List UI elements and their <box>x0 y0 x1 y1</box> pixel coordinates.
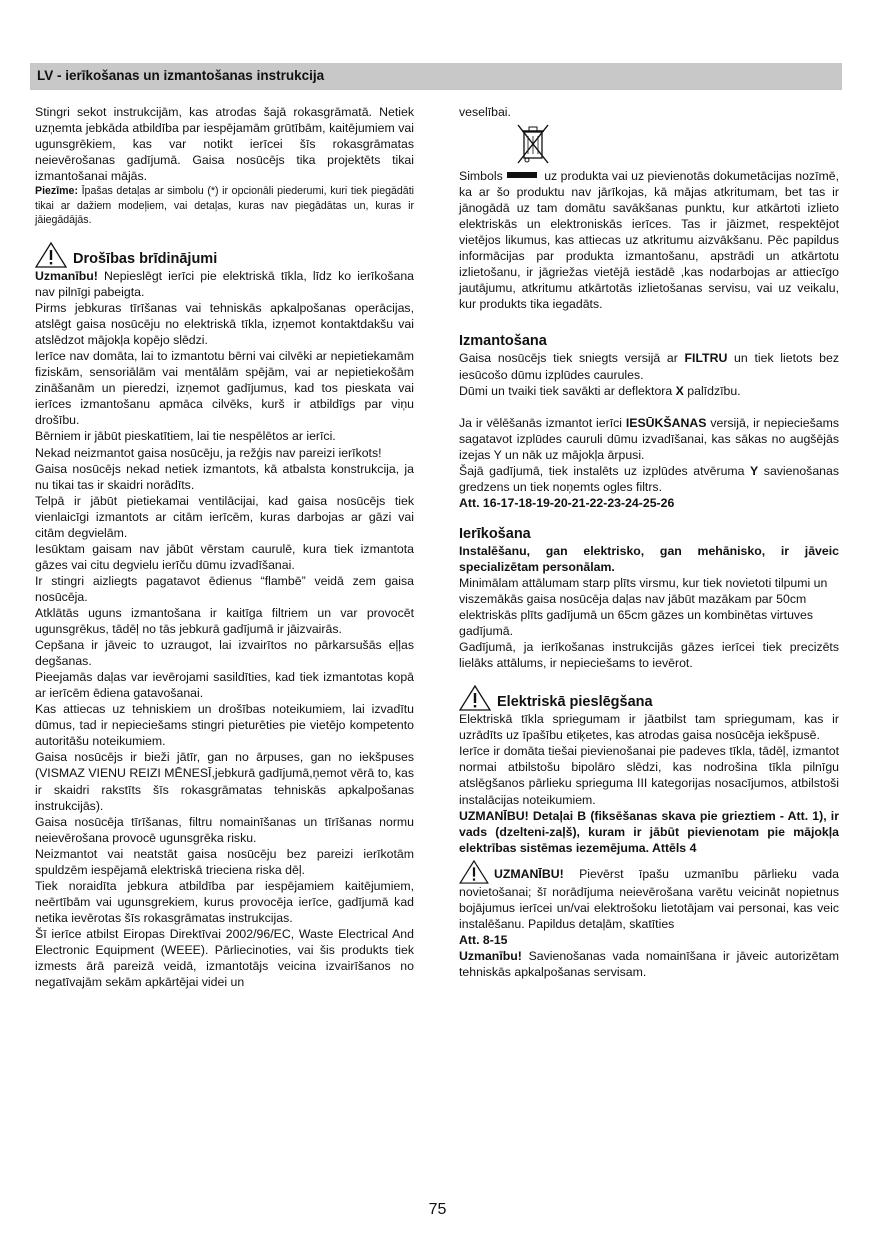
electrical-p5-label: Uzmanību! <box>459 948 522 963</box>
safety-p9: Ir stingri aizliegts pagatavot ēdienus “flambē” veidā zem gaisa nosūcēja. <box>35 573 414 604</box>
electrical-p5 <box>459 948 839 980</box>
usage-p3-c: versijā, ir nepieciešams sagatavot izplūdes cauruli dūmu izvadīšanai, kas sākas no augšējās izejas Y un nāk uz mājokļa ārpusi. <box>459 415 839 462</box>
note-paragraph <box>35 184 414 228</box>
install-p1: Minimālam attālumam starp plīts virsmu, kur tiek novietoti tilpumi un viszemākās gaisa nosūcēja daļas nav jābūt mazākam par 50cm elektriskās plīts gadījumā un 65cm gāzes un kombinētas virtuves gadījumā. <box>459 575 828 639</box>
safety-p18-continued: veselībai. <box>459 105 511 119</box>
warning-icon <box>459 860 489 884</box>
safety-p5: Nekad neizmantot gaisa nosūcēju, ja režģis nav pareizi ierīkots! <box>35 445 382 460</box>
electrical-heading-text: Elektriskā pieslēgšana <box>497 694 653 711</box>
safety-p3: Ierīce nav domāta, lai to izmantotu bērni vai cilvēki ar nepietiekamām fiziskām, sensoriālām vai mentālām spējām, vai ar nepietiekošām zināšanām un pieredzi, izņemot gadījumus, kad tos pieskata vai ierīces izmantošanu apmāca cilvēks, kurš ir atbildīgs par viņu drošību. <box>35 349 414 428</box>
safety-p4: Bērniem ir jābūt pieskatītiem, lai tie nespēlētos ar ierīci. <box>35 429 336 444</box>
safety-p1-label: Uzmanību! <box>35 269 98 284</box>
safety-p16: Neizmantot vai neatstāt gaisa nosūcēju bez pareizi ierīkotām spuldzēm iespējamā elektriskā trieciena riska dēļ. <box>35 846 414 877</box>
usage-att: Att. 16-17-18-19-20-21-22-23-24-25-26 <box>459 495 675 510</box>
safety-p12: Pieejamās daļas var ievērojami sasildīties, kad tiek izmantotas kopā ar ierīcēm ēdiena gatavošanai. <box>35 670 414 701</box>
symbol-prefix: Simbols <box>459 169 503 184</box>
section-header-bar <box>30 63 842 90</box>
usage-p4-b: Y <box>750 463 759 478</box>
usage-p3-b: IESŪKŠANAS <box>625 415 707 430</box>
safety-p6: Gaisa nosūcējs nekad netiek izmantots, kā atbalsta konstrukcija, ja nu tikai tas ir skaidri norādīts. <box>35 461 414 492</box>
safety-p1-text: Nepieslēgt ierīci pie elektriskā tīkla, līdz ko ierīkošana nav pilnīgi pabeigta. <box>35 269 414 300</box>
note-label: Piezīme: <box>35 185 78 198</box>
note-text: Īpašas detaļas ar simbolu (*) ir opcionāli piederumi, kuri tiek piegādāti tikai ar dažiem modeļiem, vai detaļas, kuras nav piegādātas un, kuras ir jāiegādājās. <box>35 185 414 227</box>
usage-p4-a: Šajā gadījumā, tiek instalēts uz izplūdes atvēruma <box>459 463 751 478</box>
safety-heading-text: Drošības brīdinājumi <box>73 251 218 268</box>
usage-p1-c: un tiek lietots bez iesūcošo dūmu izplūdes caurules. <box>459 351 839 382</box>
safety-p10: Atklātās uguns izmantošana ir kaitīga filtriem un var provocēt ugunsgrēkus, tādēļ no tās jebkurā gadījumā ir jāizvairās. <box>35 606 414 637</box>
usage-p1-a: Gaisa nosūcējs tiek sniegts versijā ar <box>459 351 685 366</box>
usage-figure-ref <box>459 495 839 511</box>
warning-icon <box>459 685 491 711</box>
safety-p14: Gaisa nosūcējs ir bieži jātīr, gan no ārpuses, gan no iekšpuses (VISMAZ VIENU REIZI MĒNESĪ,jebkurā gadījumā,ņemot vērā to, kas ir skaidri rakstīts šīs rokasgrāmatas tehniskās apkalpošanas instrukcijās). <box>35 750 414 813</box>
usage-p2 <box>459 383 839 399</box>
safety-p2: Pirms jebkuras tīrīšanas vai tehniskās apkalpošanas operācijas, atslēgt gaisa nosūcēju no elektriskā tīkla, izņemot kontaktdakšu vai atslēdzot mājokļa kopējo slēdzi. <box>35 301 414 348</box>
usage-p3-a: Ja ir vēlēšanās izmantot ierīci <box>459 415 626 430</box>
electrical-p4-text: Pievērst īpašu uzmanību pārlieku vada novietošanai; šī norādījuma neievērošana varētu veicināt nopietnus bojājumus ierīcei un/vai elektrošoku lietotājam vai personai, kas veic instalēšanu. Papildus detaļām, skatīties <box>459 866 839 931</box>
left-column <box>35 104 414 990</box>
safety-heading <box>35 242 414 268</box>
safety-p7: Telpā ir jābūt pietiekamai ventilācijai, kad gaisa nosūcējs tiek vienlaicīgi izmantots ar citām ierīcēm, kuras darbojas ar gāzi vai citām degvielām. <box>35 493 414 540</box>
safety-p11: Cepšana ir jāveic to uzraugot, lai izvairītos no pārkarsušās eļļas degšanas. <box>35 638 414 669</box>
usage-p4-c: savienošanas gredzens un tiek noņemts ogles filtrs. <box>459 463 839 494</box>
usage-p1-b: FILTRU <box>684 351 728 366</box>
safety-p8: Iesūktam gaisam nav jābūt vērstam caurulē, kura tiek izmantota gāzes vai citu degvielu ierīču dūmu izvadīšanai. <box>35 541 414 572</box>
install-bold <box>459 543 839 575</box>
electrical-p3 <box>459 808 839 856</box>
electrical-p1: Elektriskā tīkla spriegumam ir jāatbilst tam spriegumam, kas ir uzrādīts uz īpašību etiķetes, kas atrodas gaisa nosūcēja iekšpusē. <box>459 712 839 743</box>
usage-heading: Izmantošana <box>459 333 547 350</box>
crossed-bin-icon <box>515 122 551 166</box>
electrical-p4-label: UZMANĪBU! <box>494 866 564 881</box>
symbol-text: uz produkta vai uz pievienotās dokumetācijas nozīmē, ka ar šo produktu nav jārīkojas, kā mājas atkritumam, bet tas ir jānogādā uz tam domātu savākšanas punktu, kur atkārtoti izlieto elektriskās un elektroniskās ierīces. Tas ir jāizmet, respektējot vietējos likumus, kas attiecas uz atkritumu aizvākšanu. Pēc papildus informācijas par produkta izmantošanu, apstrādi un atkārtotu izlietošanu, ir jāgriežas vietējā iestādē ,kas nodarbojas ar attiecīgo jautājumu, atkritumu atkārtotās izlietošanas servisu, vai uz veikalu, kur produkts tika iegadāts. <box>459 169 839 312</box>
electrical-p5-text: Savienošanas vada nomainīšana ir jāveic autorizētam tehniskās apkalpošanas servisam. <box>459 948 839 979</box>
electrical-p4-att: Att. 8-15 <box>459 932 508 947</box>
install-bold-text: Instalēšanu, gan elektrisko, gan mehānisko, ir jāveic specializētam personālam. <box>459 543 839 574</box>
safety-p1 <box>35 268 414 300</box>
safety-p17: Tiek noraidīta jebkura atbildība par iespējamiem kaitējumiem, neērtībām vai ugunsgrekiem, kurus provocēja ierīce, gadījumā kad netika ievērotas šīs rokasgrāmatas instrukcijas. <box>35 878 414 925</box>
electrical-p2: Ierīce ir domāta tiešai pievienošanai pie padeves tīkla, tādēļ, izmantot normai atbilstošu bipolāro slēdzi, kas nodrošina tīkla pilnīgu atslēgšanos pārlieku sprieguma III kategorijas nosacījumos, atbilstoši instalācijas noteikumiem. <box>459 744 839 807</box>
safety-p18: Šī ierīce atbilst Eiropas Direktīvai 2002/96/EC, Waste Electrical And Electronic Equipment (WEEE). Pārliecinoties, vai šis produkts tiek izmests ārā pareizā veidā, izmantotājs veicina izvairīšanos no negatīvajām sekām apkārtējai videi un <box>35 926 414 990</box>
install-heading: Ierīkošana <box>459 525 531 542</box>
usage-p2-a: Dūmi un tvaiki tiek savākti ar deflektora <box>459 383 676 398</box>
intro-paragraph: Stingri sekot instrukcijām, kas atrodas šajā rokasgrāmatā. Netiek uzņemta jebkāda atbildība par iespējamām grūtībām, kaitējumiem vai ugunsgrēkiem, kas var notikt ierīcei šīs rokasgrāmatas neievērošanas gadījumā. Gaisa nosūcējs tika projektēts tikai izmantošanai mājās. <box>35 105 414 184</box>
safety-p15: Gaisa nosūcēja tīrīšanas, filtru nomainīšanas un tīrīšanas normu neievērošana provocē ugunsgrēka risku. <box>35 814 414 845</box>
black-bar-symbol-icon <box>507 172 537 178</box>
right-column <box>459 104 839 980</box>
warning-icon <box>35 242 67 268</box>
electrical-heading <box>459 685 839 711</box>
safety-p13: Kas attiecas uz tehniskiem un drošības noteikumiem, lai izvadītu dūmus, tad ir nepieciešams stingri pieturēties pie vietējo kompetento autoritāšu noteikumiem. <box>35 702 414 749</box>
usage-p1 <box>459 350 839 382</box>
usage-p2-c: palīdzību. <box>683 383 741 398</box>
electrical-p3-text: UZMANĪBU! Detaļai B (fiksēšanas skava pie grieztiem - Att. 1), ir vads (dzelteni-zaļš), kuram ir jābūt pievienotam pie mājokļa elektrības sistēmas iezemējuma. Attēls 4 <box>459 808 839 855</box>
install-p2: Gadījumā, ja ierīkošanas instrukcijās gāzes ierīcei tiek precizēts lielāks attālums, ir nepieciešams to ievērot. <box>459 640 839 671</box>
usage-p3 <box>459 415 839 463</box>
symbol-paragraph <box>459 168 839 312</box>
page-title: LV - ierīkošanas un izmantošanas instrukcija <box>37 68 325 83</box>
page-number: 75 <box>428 1201 447 1218</box>
usage-p2-b: X <box>675 383 684 398</box>
electrical-p4 <box>459 860 839 948</box>
usage-p4 <box>459 463 839 495</box>
